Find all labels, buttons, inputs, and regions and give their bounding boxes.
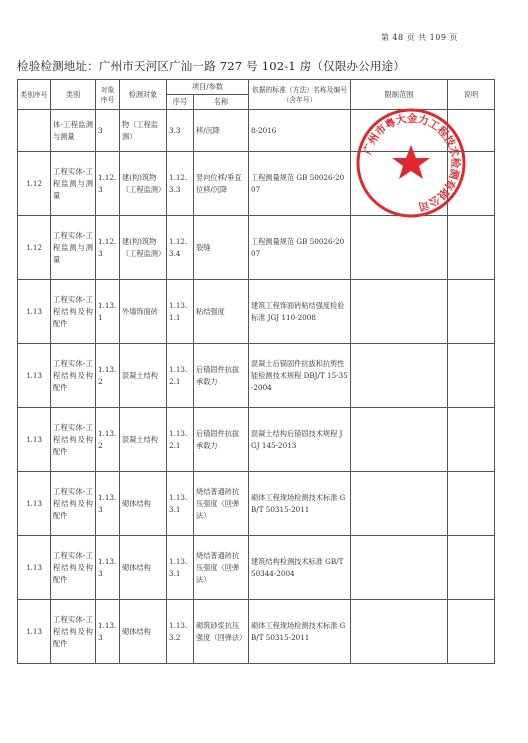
cell-param-no: 1.13.3.2 [167,600,194,664]
cell-standard: 工程测量规范 GB 50026-2007 [249,152,351,216]
cell-category-no [18,110,51,152]
header-param-no: 序号 [167,95,194,110]
cell-standard: 建筑工程饰面砖粘结强度检验标准 JGJ 110-2008 [249,280,351,344]
cell-category-no: 1.13 [18,280,51,344]
header-note: 说明 [448,80,495,110]
cell-object-no: 1.13.1 [96,280,120,344]
cell-category-no: 1.13 [18,344,51,408]
cell-category-no: 1.13 [18,472,51,536]
cell-object: 外墙饰面砖 [120,280,167,344]
cell-object: 物（工程监测） [120,110,167,152]
cell-object: 砌体结构 [120,472,167,536]
cell-category: 工程实体-工程结构及构配件 [51,408,96,472]
cell-note [448,472,495,536]
cell-param-no: 3.3 [167,110,194,152]
cell-param-name: 烧结普通砖抗压强度（回弹法） [194,472,249,536]
svg-text:广州市粤大金力工程技术检测有限公司: 广州市粤大金力工程技术检测有限公司 [361,112,462,213]
header-object: 检测对象 [120,80,167,110]
cell-object: 建(构)筑物（工程监测） [120,216,167,280]
cell-category-no: 1.13 [18,408,51,472]
cell-param-name: 竖向位移/垂直位移/沉降 [194,152,249,216]
cell-param-name: 粘结强度 [194,280,249,344]
cell-param-no: 1.13.3.1 [167,536,194,600]
table-row [18,600,495,664]
cell-param-name: 后锚固件抗拔承载力 [194,408,249,472]
cell-category-no: 1.12 [18,152,51,216]
cell-category-no: 1.13 [18,536,51,600]
cell-param-name: 砌筑砂浆抗压强度（回弹法） [194,600,249,664]
cell-standard: 砌体工程现场检测技术标准 GB/T 50315-2011 [249,472,351,536]
cell-category: 工程实体-工程结构及构配件 [51,344,96,408]
table-row [18,216,495,280]
page-number: 第 48 页 共 109 页 [380,33,458,42]
cell-limit [351,600,448,664]
header-row-top [18,80,495,95]
cell-note [448,408,495,472]
cell-standard: 工程测量规范 GB 50026-2007 [249,216,351,280]
cell-category: 工程实体-工程监测与测量 [51,152,96,216]
cell-category: 工程实体-工程结构及构配件 [51,280,96,344]
cell-standard: 砌体工程现场检测技术标准 GB/T 50315-2011 [249,600,351,664]
cell-object-no: 1.13.3 [96,536,120,600]
accreditation-scope-table [17,79,495,664]
cell-object-no: 3 [96,110,120,152]
cell-note [448,152,495,216]
cell-note [448,280,495,344]
cell-category: 工程实体-工程结构及构配件 [51,472,96,536]
table-row [18,536,495,600]
header-category: 类别 [51,80,96,110]
cell-category: 体-工程监测与测量 [51,110,96,152]
cell-category: 工程实体-工程结构及构配件 [51,600,96,664]
cell-param-name: 烧结普通砖抗压强度（回弹法） [194,536,249,600]
inspection-address: 检验检测地址：广州市天河区广汕一路 727 号 102-1 房（仅限办公用途） [17,59,406,73]
header-category-no: 类别序号 [18,80,51,110]
cell-object-no: 1.13.2 [96,344,120,408]
cell-param-no: 1.13.3.1 [167,472,194,536]
table-row [18,408,495,472]
cell-limit [351,152,448,216]
table-body [18,110,495,664]
cell-standard: 建筑结构检测技术标准 GB/T 50344-2004 [249,536,351,600]
table-row [18,344,495,408]
cell-category-no: 1.13 [18,600,51,664]
cell-object: 建(构)筑物（工程监测） [120,152,167,216]
header-limit: 限制范围 [351,80,448,110]
cell-param-no: 1.13.1.1 [167,280,194,344]
table-row [18,110,495,152]
cell-param-no: 1.12.3.4 [167,216,194,280]
cell-limit [351,280,448,344]
cell-category: 工程实体-工程监测与测量 [51,216,96,280]
cell-object: 混凝土结构 [120,344,167,408]
cell-category: 工程实体-工程结构及构配件 [51,536,96,600]
cell-object-no: 1.13.3 [96,600,120,664]
cell-limit [351,536,448,600]
cell-limit [351,408,448,472]
cell-limit [351,344,448,408]
cell-object: 砌体结构 [120,536,167,600]
cell-object-no: 1.12.3 [96,216,120,280]
cell-note [448,600,495,664]
cell-param-no: 1.13.2.1 [167,408,194,472]
cell-note [448,216,495,280]
cell-limit [351,216,448,280]
cell-category-no: 1.12 [18,216,51,280]
cell-limit [351,472,448,536]
table-row [18,152,495,216]
cell-note [448,344,495,408]
cell-standard: 混凝土结构后锚固技术规程 JGJ 145-2013 [249,408,351,472]
table-row [18,472,495,536]
cell-standard: 8-2016 [249,110,351,152]
cell-param-name: 裂缝 [194,216,249,280]
cell-param-no: 1.12.3.3 [167,152,194,216]
header-object-no: 对象序号 [96,80,120,110]
cell-note [448,536,495,600]
cell-param-name: 后锚固件抗拔承载力 [194,344,249,408]
cell-object: 砌体结构 [120,600,167,664]
header-param-group: 项目/参数 [167,80,249,95]
cell-note [448,110,495,152]
header-standard: 依据的标准（方法）名称及编号（含年号） [249,80,351,110]
cell-param-no: 1.13.2.1 [167,344,194,408]
header-param-name: 名称 [194,95,249,110]
cell-object-no: 1.13.3 [96,472,120,536]
cell-param-name: 移/沉降 [194,110,249,152]
cell-limit [351,110,448,152]
cell-object-no: 1.12.3 [96,152,120,216]
table-row [18,280,495,344]
cell-object: 混凝土结构 [120,408,167,472]
cell-object-no: 1.13.2 [96,408,120,472]
cell-standard: 混凝土后锚固件抗拔和抗剪性能检测技术规程 DBJ/T 15-35-2004 [249,344,351,408]
